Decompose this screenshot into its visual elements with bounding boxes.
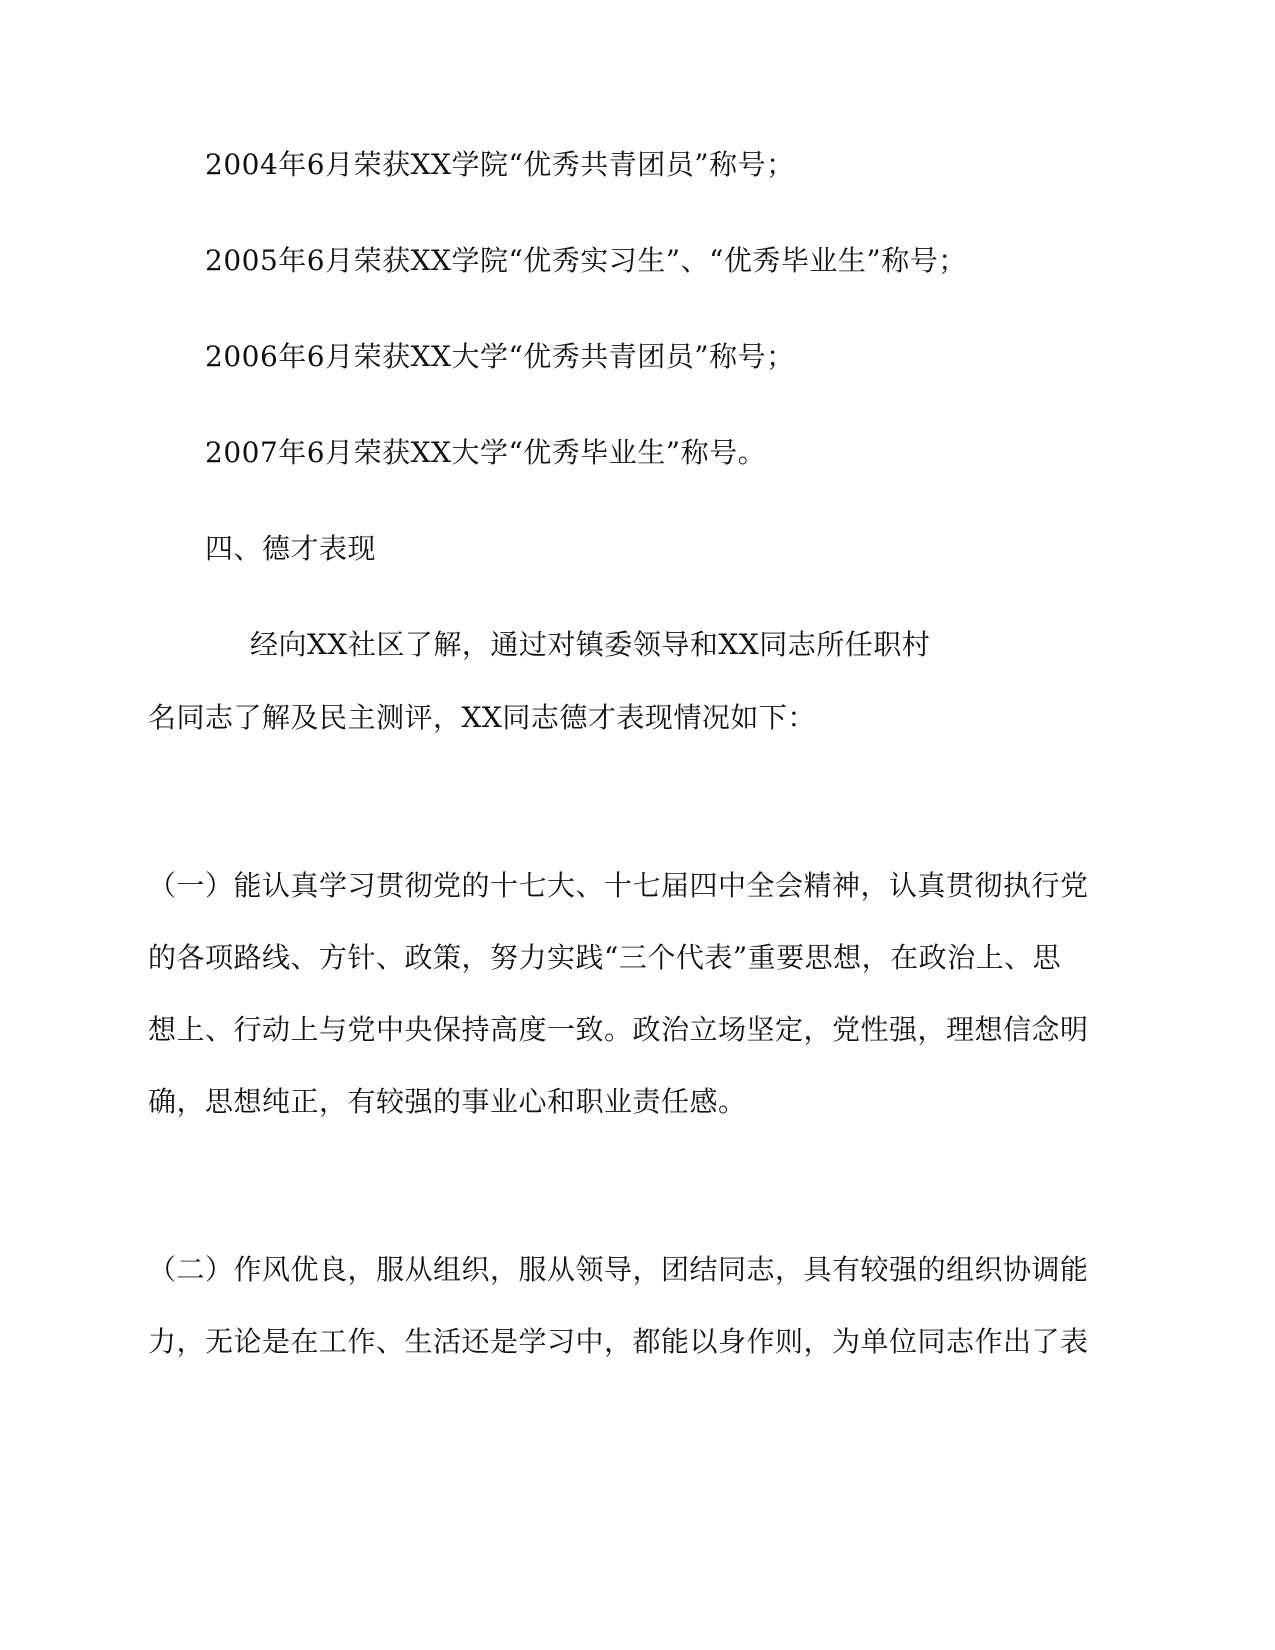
- award-2006: 2006年6月荣获XX大学“优秀共青团员”称号；: [205, 340, 795, 373]
- point2-line-1: （二）作风优良，服从组织，服从领导，团结同志，具有较强的组织协调能: [148, 1253, 1089, 1286]
- award-2004: 2004年6月荣获XX学院“优秀共青团员”称号；: [205, 148, 795, 181]
- point2-line-2: 力，无论是在工作、生活还是学习中，都能以身作则，为单位同志作出了表: [148, 1325, 1089, 1358]
- point1-line-4: 确，思想纯正，有较强的事业心和职业责任感。: [148, 1085, 747, 1118]
- section-heading: 四、德才表现: [205, 532, 377, 565]
- intro-line-2: 名同志了解及民主测评，XX同志德才表现情况如下：: [148, 701, 816, 734]
- point1-line-2: 的各项路线、方针、政策，努力实践“三个代表”重要思想，在政治上、思: [148, 941, 1062, 974]
- award-2005: 2005年6月荣获XX学院“优秀实习生”、“优秀毕业生”称号；: [205, 244, 967, 277]
- point1-line-1: （一）能认真学习贯彻党的十七大、十七届四中全会精神，认真贯彻执行党: [148, 869, 1089, 902]
- intro-line-1: 经向XX社区了解，通过对镇委领导和XX同志所任职村: [250, 628, 931, 661]
- award-2007: 2007年6月荣获XX大学“优秀毕业生”称号。: [205, 436, 767, 469]
- point1-line-3: 想上、行动上与党中央保持高度一致。政治立场坚定，党性强，理想信念明: [148, 1013, 1089, 1046]
